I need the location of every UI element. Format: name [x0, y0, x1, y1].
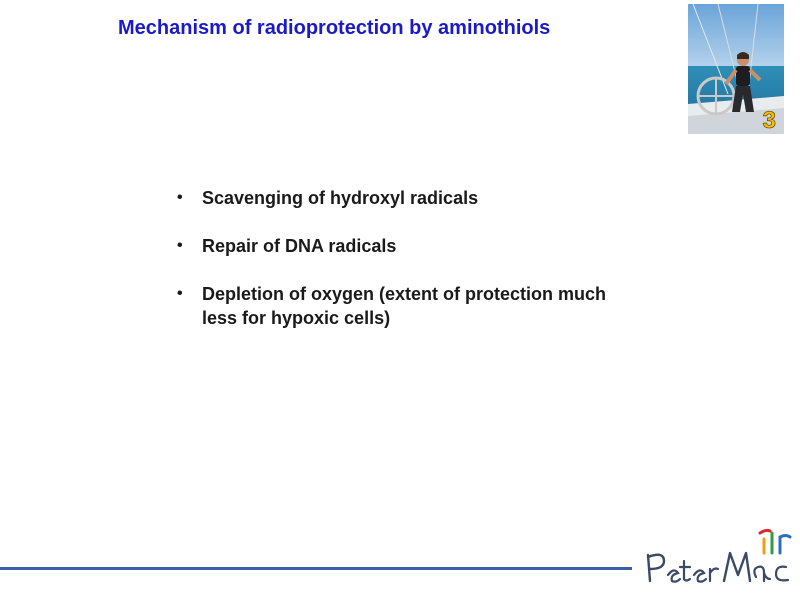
list-item [177, 186, 617, 210]
footer-divider [0, 567, 632, 570]
bullet-icon: • [177, 237, 183, 254]
bullet-icon: • [177, 285, 183, 302]
sailing-photo [688, 4, 784, 134]
bullet-text: Depletion of oxygen (extent of protection much less for hypoxic cells) [202, 284, 607, 328]
bullet-text: Scavenging of hydroxyl radicals [202, 188, 479, 208]
slide-title: Mechanism of radioprotection by aminothiols [118, 17, 551, 39]
list-item [177, 282, 617, 330]
bullet-list [177, 186, 617, 354]
list-item [177, 234, 617, 258]
photo-badge-number: 3 [762, 107, 776, 134]
bullet-text: Repair of DNA radicals [202, 236, 397, 256]
peter-mac-logo [640, 525, 798, 595]
bullet-icon: • [177, 189, 183, 206]
